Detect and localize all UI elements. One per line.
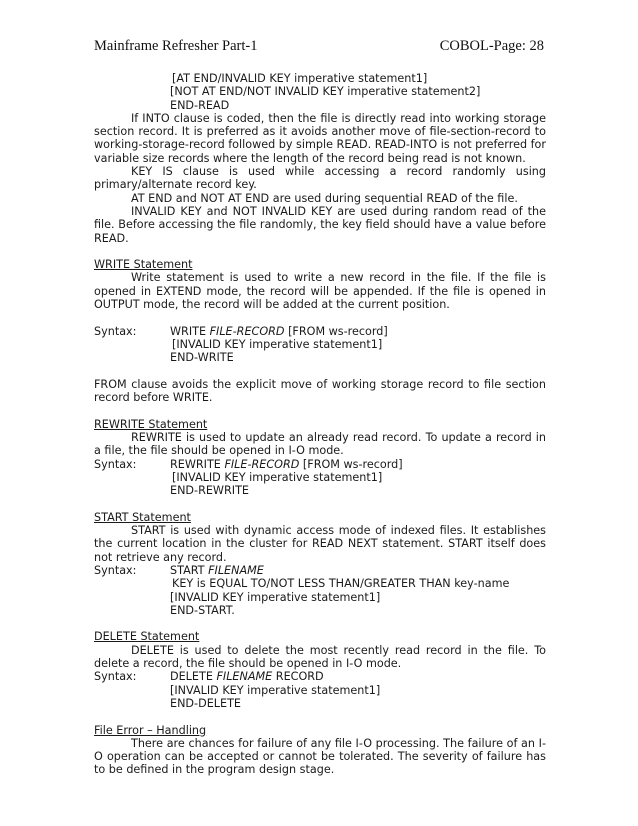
- syntax-code: REWRITE FILE-RECORD [FROM ws-record]: [170, 457, 403, 471]
- delete-paragraph: DELETE is used to delete the most recently read record in the file. To delete a record, the file should be opened in I-O mode.: [94, 643, 546, 671]
- syntax-label: Syntax:: [94, 457, 137, 471]
- write-heading: WRITE Statement: [94, 258, 193, 272]
- start-syntax-row: [94, 564, 546, 577]
- syntax-code: START FILENAME: [170, 563, 264, 577]
- rewrite-paragraph: REWRITE is used to update an already read record. To update a record in a file, the file should be opened in I-O mode.: [94, 431, 546, 458]
- write-syntax-line: END-WRITE: [170, 351, 234, 365]
- write-paragraph: Write statement is used to write a new record in the file. If the file is opened in EXTEND mode, the record will be appended. If the file is opened in OUTPUT mode, the record will be added at the current position.: [94, 271, 546, 312]
- start-paragraph: START is used with dynamic access mode of indexed files. It establishes the current location in the cluster for READ NEXT statement. START itself does not retrieve any record.: [94, 524, 546, 564]
- file-error-paragraph: There are chances for failure of any file I-O processing. The failure of an I-O operation can be accepted or cannot be tolerated. The severity of failure has to be defined in the program design stage.: [94, 736, 546, 777]
- read-key-paragraph: KEY IS clause is used while accessing a record randomly using primary/alternate record key.: [94, 165, 546, 192]
- rewrite-syntax-line: END-REWRITE: [170, 484, 249, 498]
- syntax-label: Syntax:: [94, 670, 137, 684]
- syntax-label: Syntax:: [94, 324, 137, 338]
- read-invalid-key-paragraph: INVALID KEY and NOT INVALID KEY are used during random read of the file. Before accessing the file randomly, the key field should have a value before READ.: [94, 204, 546, 245]
- rewrite-heading: REWRITE Statement: [94, 417, 208, 431]
- write-syntax-line: [INVALID KEY imperative statement1]: [172, 337, 383, 351]
- rewrite-syntax-line: [INVALID KEY imperative statement1]: [172, 470, 383, 484]
- write-from-paragraph: FROM clause avoids the explicit move of working storage record to file section record before WRITE.: [94, 377, 546, 405]
- start-heading: START Statement: [94, 510, 191, 524]
- start-syntax-line: KEY is EQUAL TO/NOT LESS THAN/GREATER THAN key-name: [172, 577, 510, 591]
- write-syntax-row: [94, 325, 546, 338]
- file-error-heading: File Error – Handling: [94, 723, 207, 737]
- header-page-number: COBOL-Page: 28: [439, 38, 544, 54]
- delete-syntax-line: [INVALID KEY imperative statement1]: [170, 683, 381, 697]
- delete-syntax-line: END-DELETE: [170, 696, 241, 710]
- syntax-code: WRITE FILE-RECORD [FROM ws-record]: [170, 324, 388, 338]
- read-into-paragraph: If INTO clause is coded, then the file is directly read into working storage section record. It is preferred as it avoids another move of file-section-record to working-storage-record followed by simple READ. READ-INTO is not preferred for variable size records where the length of the record being read is not known.: [94, 111, 546, 165]
- delete-syntax-row: [94, 670, 546, 683]
- start-syntax-line: END-START.: [170, 603, 235, 617]
- read-syntax-line: [AT END/INVALID KEY imperative statement1]: [172, 72, 428, 85]
- start-syntax-line: [INVALID KEY imperative statement1]: [170, 590, 381, 604]
- page-body: [94, 72, 546, 777]
- read-at-end-paragraph: AT END and NOT AT END are used during sequential READ of the file.: [131, 191, 518, 205]
- read-syntax-line: END-READ: [170, 98, 230, 112]
- delete-heading: DELETE Statement: [94, 630, 200, 644]
- syntax-code: DELETE FILENAME RECORD: [170, 670, 324, 684]
- header-left: Mainframe Refresher Part-1: [94, 38, 258, 54]
- rewrite-syntax-row: [94, 458, 546, 471]
- syntax-label: Syntax:: [94, 563, 137, 577]
- read-syntax-line: [NOT AT END/NOT INVALID KEY imperative statement2]: [170, 85, 481, 99]
